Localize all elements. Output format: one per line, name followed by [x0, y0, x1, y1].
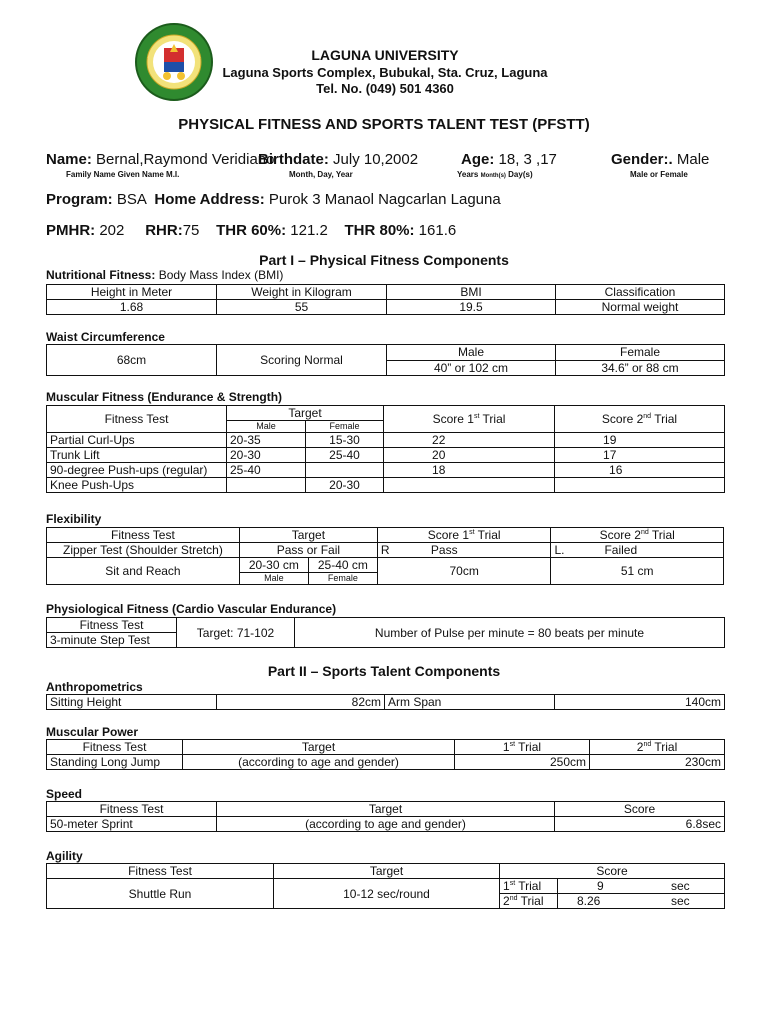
university-tel: Tel. No. (049) 501 4360: [316, 81, 454, 96]
agility-t1-unit: sec: [671, 879, 690, 893]
power-t2-b: Trial: [651, 740, 678, 754]
flexibility-table: [46, 527, 724, 585]
power-test: Standing Long Jump: [47, 755, 183, 770]
muscular-score1: 20: [384, 448, 555, 463]
table-row: [47, 448, 725, 463]
muscular-score2: 17: [555, 448, 725, 463]
power-header-target: Target: [183, 740, 455, 755]
birth-sublabel: Month, Day, Year: [289, 170, 353, 179]
gender-label: Gender:.: [611, 151, 673, 168]
muscular-male: 20-35: [227, 433, 306, 448]
table-row: [47, 802, 725, 817]
table-row: [47, 300, 725, 315]
bmi-classification-value: Normal weight: [556, 300, 725, 315]
nutritional-title-bold: Nutritional Fitness:: [46, 268, 156, 282]
table-row: [47, 817, 725, 832]
zipper-r-value: Pass: [430, 543, 458, 557]
agility-t2-a: 2: [503, 894, 510, 908]
muscular-female: [306, 463, 384, 478]
speed-table: [46, 801, 725, 832]
agility-header-target: Target: [274, 864, 500, 879]
bmi-header-height: Height in Meter: [47, 285, 217, 300]
waist-female-label: Female: [556, 345, 725, 361]
muscular-score1: 18: [384, 463, 555, 478]
power-t1-sup: st: [509, 741, 516, 748]
power-header-trial2: [590, 740, 725, 755]
physio-target: Target: 71-102: [177, 618, 295, 648]
speed-header-score: Score: [555, 802, 725, 817]
physiological-title: Physiological Fitness (Cardio Vascular Endurance): [46, 602, 337, 616]
birthdate-label: Birthdate:: [258, 151, 329, 168]
power-target: (according to age and gender): [183, 755, 455, 770]
power-title: Muscular Power: [46, 725, 139, 739]
nutritional-title-rest: Body Mass Index (BMI): [158, 268, 284, 282]
part1-title: Part I – Physical Fitness Components: [259, 252, 509, 268]
waist-value: 68cm: [47, 345, 217, 376]
zipper-l-value: Failed: [604, 543, 638, 557]
thr80-label: THR 80%:: [344, 222, 415, 239]
nutritional-title: [46, 268, 283, 282]
muscular-test: Partial Curl-Ups: [47, 433, 227, 448]
table-row: [47, 463, 725, 478]
zipper-score2: [551, 543, 724, 558]
name-sublabel: Family Name Given Name M.I.: [66, 170, 180, 179]
sitting-height-value: 82cm: [217, 695, 385, 710]
waist-female-value: 34.6” or 88 cm: [556, 360, 725, 376]
heart-rate-row: [46, 222, 456, 239]
table-row: [47, 478, 725, 493]
arm-span-value: 140cm: [555, 695, 725, 710]
power-trial2-value: 230cm: [590, 755, 725, 770]
muscular-title: Muscular Fitness (Endurance & Strength): [46, 390, 283, 404]
speed-score: 6.8sec: [555, 817, 725, 832]
age-sub-years: Years: [457, 170, 479, 179]
agility-t2-sup: nd: [509, 895, 518, 902]
birthdate-row: [258, 151, 418, 168]
home-address-label: Home Address:: [154, 191, 265, 208]
agility-trial1-label: [500, 879, 558, 894]
agility-t2-val: 8.26: [577, 894, 601, 908]
speed-test: 50-meter Sprint: [47, 817, 217, 832]
muscular-female: 20-30: [306, 478, 384, 493]
name-row: [46, 151, 274, 168]
power-header-test: Fitness Test: [47, 740, 183, 755]
table-row: [47, 345, 725, 361]
program-label: Program:: [46, 191, 113, 208]
agility-t1-a: 1: [503, 879, 510, 893]
anthropometrics-table: [46, 694, 725, 710]
age-sub-months: Month(s): [480, 173, 506, 179]
muscular-score1-sup: st: [473, 413, 480, 420]
anthropometrics-title: Anthropometrics: [46, 680, 143, 694]
muscular-score2: 19: [555, 433, 725, 448]
name-label: Name:: [46, 151, 92, 168]
rhr-label: RHR:: [145, 222, 183, 239]
age-row: [461, 151, 557, 168]
sit-male-label: Male: [239, 573, 308, 585]
agility-test: Shuttle Run: [47, 879, 274, 909]
agility-t2-b: Trial: [517, 894, 544, 908]
table-row: [47, 695, 725, 710]
rhr-value: 75: [182, 222, 200, 239]
agility-header-score: Score: [500, 864, 725, 879]
sit-female-label: Female: [308, 573, 377, 585]
muscular-header-male: Male: [227, 421, 306, 433]
zipper-test: Zipper Test (Shoulder Stretch): [47, 543, 240, 558]
age-label: Age:: [461, 151, 495, 168]
flex-header-target: Target: [239, 528, 377, 543]
table-row: [47, 285, 725, 300]
muscular-table: [46, 405, 725, 493]
thr60-value: 121.2: [290, 222, 328, 239]
zipper-r: R: [380, 543, 390, 557]
zipper-score1: [377, 543, 551, 558]
thr60-label: THR 60%:: [216, 222, 287, 239]
gender-sublabel: Male or Female: [630, 170, 688, 179]
waist-title: Waist Circumference: [46, 330, 165, 344]
agility-trial2-label: [500, 894, 558, 909]
speed-header-target: Target: [217, 802, 555, 817]
agility-target: 10-12 sec/round: [274, 879, 500, 909]
university-address: Laguna Sports Complex, Bubukal, Sta. Cruz, Laguna: [222, 65, 548, 80]
sitting-height-label: Sitting Height: [47, 695, 217, 710]
pmhr-label: PMHR:: [46, 222, 96, 239]
muscular-score1: [384, 478, 555, 493]
sit-male-range: 20-30 cm: [239, 558, 308, 573]
waist-male-value: 40” or 102 cm: [387, 360, 556, 376]
bmi-header-bmi: BMI: [387, 285, 556, 300]
muscular-header-target: Target: [227, 406, 384, 421]
waist-table: [46, 344, 725, 376]
bmi-table: [46, 284, 725, 315]
muscular-header-score2: [555, 406, 725, 433]
agility-t1-sup: st: [509, 880, 516, 887]
table-row: [47, 879, 725, 894]
flex-header-score2: [551, 528, 724, 543]
power-table: [46, 739, 725, 770]
speed-title: Speed: [46, 787, 83, 801]
muscular-test: Knee Push-Ups: [47, 478, 227, 493]
agility-trial2-value: [558, 894, 725, 909]
bmi-height-value: 1.68: [47, 300, 217, 315]
power-t1-a: 1: [502, 740, 510, 754]
power-t2-a: 2: [636, 740, 644, 754]
bmi-value: 19.5: [387, 300, 556, 315]
flex-score1-a: Score 1: [427, 528, 470, 542]
muscular-header-score1: [384, 406, 555, 433]
waist-male-label: Male: [387, 345, 556, 361]
thr80-value: 161.6: [418, 222, 457, 239]
document-title: PHYSICAL FITNESS AND SPORTS TALENT TEST (PFSTT): [178, 116, 590, 133]
physio-header-test: Fitness Test: [47, 618, 177, 633]
flex-score2-sup: nd: [640, 529, 649, 536]
name-value: Bernal,Raymond Veridiano: [96, 151, 275, 168]
speed-target: (according to age and gender): [217, 817, 555, 832]
table-row: [47, 740, 725, 755]
power-trial1-value: 250cm: [455, 755, 590, 770]
muscular-score2-sup: nd: [643, 413, 652, 420]
muscular-score2-a: Score 2: [601, 412, 644, 426]
physiological-table: [46, 617, 725, 648]
agility-header-test: Fitness Test: [47, 864, 274, 879]
age-sublabel: [457, 170, 533, 179]
sit-female-range: 25-40 cm: [308, 558, 377, 573]
sit-score2: 51 cm: [551, 558, 724, 585]
muscular-score2: [555, 478, 725, 493]
birthdate-value: July 10,2002: [333, 151, 419, 168]
table-row: [47, 864, 725, 879]
muscular-score1-a: Score 1: [432, 412, 474, 426]
table-row: [47, 558, 724, 573]
zipper-target: Pass or Fail: [239, 543, 377, 558]
flex-score1-sup: st: [469, 529, 475, 536]
agility-t1-b: Trial: [515, 879, 542, 893]
muscular-header-female: Female: [306, 421, 384, 433]
speed-header-test: Fitness Test: [47, 802, 217, 817]
power-header-trial1: [455, 740, 590, 755]
bmi-weight-value: 55: [217, 300, 387, 315]
table-row: [47, 543, 724, 558]
muscular-test: 90-degree Push-ups (regular): [47, 463, 227, 478]
bmi-header-classification: Classification: [556, 285, 725, 300]
arm-span-label: Arm Span: [385, 695, 555, 710]
age-sub-days: Day(s): [508, 170, 533, 179]
agility-table: [46, 863, 725, 909]
table-row: [47, 406, 725, 421]
power-t2-sup: nd: [643, 741, 652, 748]
table-row: [47, 755, 725, 770]
age-value: 18, 3 ,17: [498, 151, 557, 168]
bmi-header-weight: Weight in Kilogram: [217, 285, 387, 300]
muscular-male: 25-40: [227, 463, 306, 478]
part2-title: Part II – Sports Talent Components: [267, 663, 501, 679]
program-value: BSA: [116, 191, 147, 208]
flex-score2-b: Trial: [648, 528, 675, 542]
table-row: [47, 528, 724, 543]
flex-score2-a: Score 2: [599, 528, 641, 542]
sit-score1: 70cm: [377, 558, 551, 585]
muscular-female: 25-40: [306, 448, 384, 463]
agility-t2-unit: sec: [671, 894, 690, 908]
flex-header-test: Fitness Test: [47, 528, 240, 543]
university-name: LAGUNA UNIVERSITY: [311, 47, 459, 63]
gender-value: Male: [676, 151, 710, 168]
program-row: [46, 191, 501, 208]
muscular-female: 15-30: [306, 433, 384, 448]
physio-test: 3-minute Step Test: [47, 633, 177, 648]
muscular-score2-b: Trial: [651, 412, 678, 426]
zipper-l: L.: [554, 543, 565, 557]
muscular-score2: 16: [555, 463, 725, 478]
waist-scoring: Scoring Normal: [217, 345, 387, 376]
flex-header-score1: [377, 528, 551, 543]
physio-result: Number of Pulse per minute = 80 beats per minute: [295, 618, 725, 648]
agility-title: Agility: [46, 849, 83, 863]
pmhr-value: 202: [99, 222, 125, 239]
agility-trial1-value: [558, 879, 725, 894]
home-address-value: Purok 3 Manaol Nagcarlan Laguna: [268, 191, 501, 208]
power-t1-b: Trial: [515, 740, 542, 754]
sit-reach-test: Sit and Reach: [47, 558, 240, 585]
agility-t1-val: 9: [597, 879, 604, 893]
table-row: [47, 433, 725, 448]
table-row: [47, 618, 725, 633]
muscular-score1-b: Trial: [479, 412, 506, 426]
muscular-score1: 22: [384, 433, 555, 448]
muscular-male: 20-30: [227, 448, 306, 463]
muscular-header-test: Fitness Test: [47, 406, 227, 433]
gender-row: [611, 151, 709, 168]
flexibility-title: Flexibility: [46, 512, 102, 526]
flex-score1-b: Trial: [474, 528, 501, 542]
muscular-male: [227, 478, 306, 493]
muscular-test: Trunk Lift: [47, 448, 227, 463]
